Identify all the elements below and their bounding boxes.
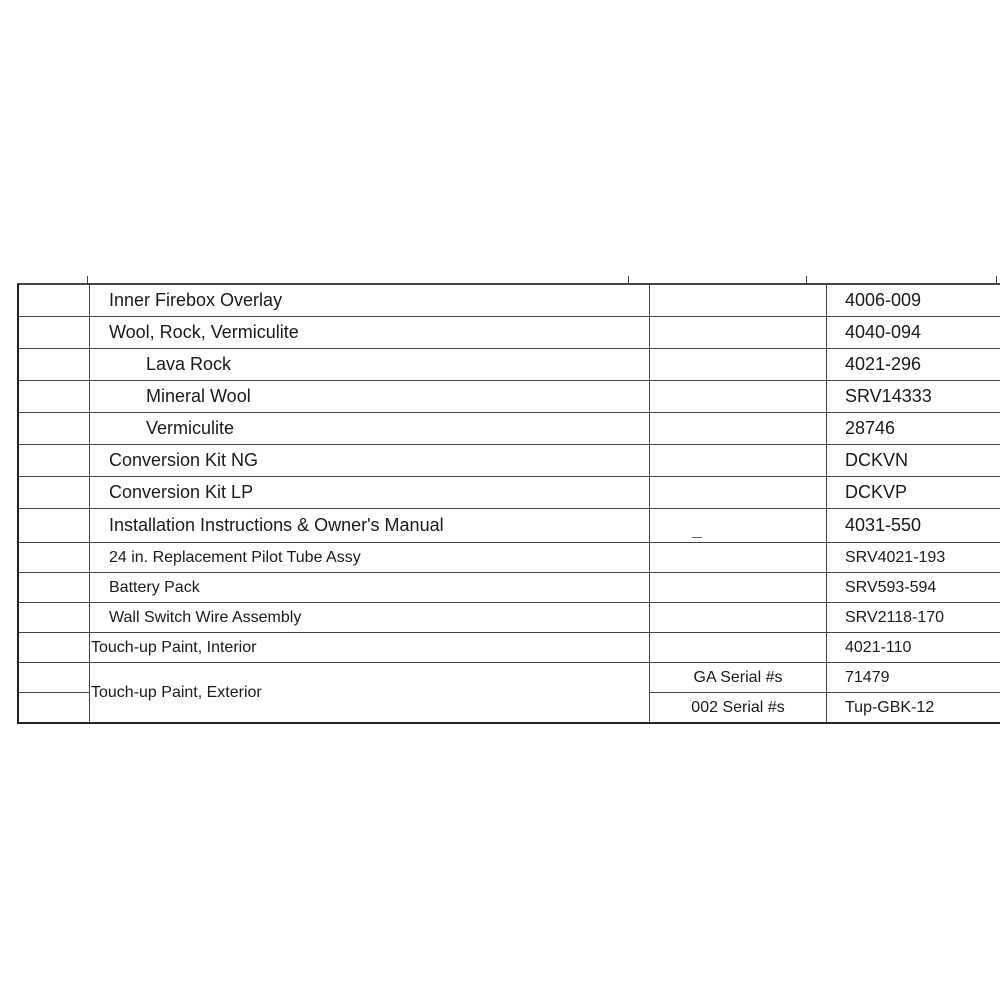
- part-number: SRV14333: [827, 381, 1000, 413]
- serial-note: [650, 573, 827, 603]
- table-row: [18, 317, 1000, 349]
- table-row: [18, 633, 1000, 663]
- index-cell: [18, 285, 90, 317]
- part-number: 4006-009: [827, 285, 1000, 317]
- part-number: 4031-550: [827, 509, 1000, 543]
- serial-note: [650, 445, 827, 477]
- part-number: Tup-GBK-12: [827, 693, 1000, 724]
- serial-note: [650, 633, 827, 663]
- serial-note: [650, 603, 827, 633]
- part-description: Installation Instructions & Owner's Manual: [90, 509, 650, 543]
- table-row: [18, 509, 1000, 543]
- part-description: Conversion Kit NG: [90, 445, 650, 477]
- part-description: Vermiculite: [90, 413, 650, 445]
- table-row: [18, 349, 1000, 381]
- index-cell: [18, 633, 90, 663]
- table-row: [18, 477, 1000, 509]
- index-cell: [18, 381, 90, 413]
- index-cell: [18, 543, 90, 573]
- cutoff-divider-left: [87, 276, 88, 284]
- cutoff-divider-mid: [628, 276, 629, 284]
- serial-note: GA Serial #s: [650, 663, 827, 693]
- serial-note: [650, 509, 827, 543]
- table-row: [18, 543, 1000, 573]
- serial-note: [650, 349, 827, 381]
- table-row: [18, 413, 1000, 445]
- part-description: Touch-up Paint, Exterior: [90, 663, 650, 724]
- serial-note: [650, 285, 827, 317]
- index-cell: [18, 573, 90, 603]
- part-number: SRV2118-170: [827, 603, 1000, 633]
- part-description: Touch-up Paint, Interior: [90, 633, 650, 663]
- part-number: DCKVP: [827, 477, 1000, 509]
- part-number: 28746: [827, 413, 1000, 445]
- serial-note: [650, 381, 827, 413]
- serial-note: [650, 317, 827, 349]
- table-row: [18, 381, 1000, 413]
- part-number: DCKVN: [827, 445, 1000, 477]
- index-cell: [18, 477, 90, 509]
- table-row: [18, 445, 1000, 477]
- table-row: [18, 573, 1000, 603]
- part-description: Wall Switch Wire Assembly: [90, 603, 650, 633]
- part-number: SRV4021-193: [827, 543, 1000, 573]
- part-number: 71479: [827, 663, 1000, 693]
- serial-note: [650, 477, 827, 509]
- part-description: Lava Rock: [90, 349, 650, 381]
- table-row: [18, 603, 1000, 633]
- index-cell: [18, 317, 90, 349]
- part-number: SRV593-594: [827, 573, 1000, 603]
- part-description: Battery Pack: [90, 573, 650, 603]
- part-number: 4040-094: [827, 317, 1000, 349]
- part-description: Wool, Rock, Vermiculite: [90, 317, 650, 349]
- table-row: [18, 285, 1000, 317]
- part-description: 24 in. Replacement Pilot Tube Assy: [90, 543, 650, 573]
- index-cell: [18, 663, 90, 693]
- cutoff-divider-edge: [996, 276, 997, 284]
- index-cell: [18, 413, 90, 445]
- serial-note: [650, 543, 827, 573]
- index-cell: [18, 693, 90, 724]
- cutoff-divider-right: [806, 276, 807, 284]
- part-description: Mineral Wool: [90, 381, 650, 413]
- part-description: Inner Firebox Overlay: [90, 285, 650, 317]
- part-number: 4021-296: [827, 349, 1000, 381]
- table-row: [18, 663, 1000, 693]
- index-cell: [18, 603, 90, 633]
- serial-note: 002 Serial #s: [650, 693, 827, 724]
- index-cell: [18, 445, 90, 477]
- part-number: 4021-110: [827, 633, 1000, 663]
- index-cell: [18, 349, 90, 381]
- part-description: Conversion Kit LP: [90, 477, 650, 509]
- parts-table: [17, 284, 1000, 724]
- index-cell: [18, 509, 90, 543]
- serial-note: [650, 413, 827, 445]
- scan-mark: [692, 537, 702, 538]
